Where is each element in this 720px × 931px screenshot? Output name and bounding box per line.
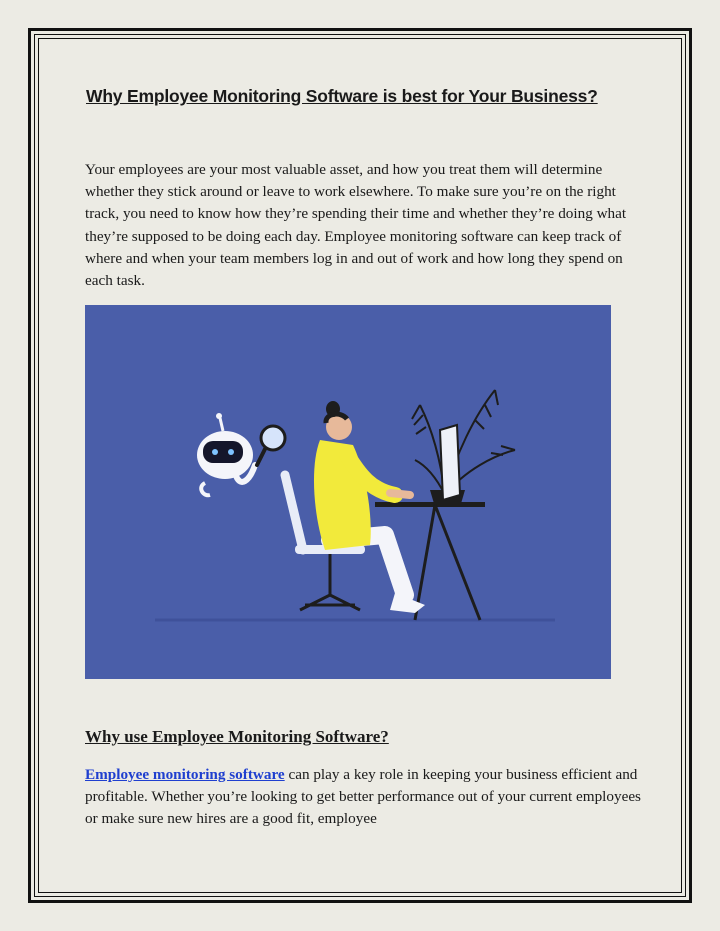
plant-icon — [412, 390, 515, 507]
magnifying-glass-icon — [257, 426, 285, 465]
robot-icon — [197, 413, 255, 495]
section-paragraph-text: can play a key role in keeping your business efficient and profitable. Whether you’re looking to get better performance out of your current employees or make sure new hires are a good fit, employee — [85, 766, 641, 828]
section-paragraph — [85, 764, 645, 831]
illustration-svg — [85, 305, 611, 679]
page-title: Why Employee Monitoring Software is best for Your Business? — [86, 86, 598, 106]
hero-illustration — [85, 305, 611, 679]
employee-monitoring-software-link[interactable]: Employee monitoring software — [85, 766, 285, 783]
section-heading: Why use Employee Monitoring Software? — [85, 727, 389, 746]
intro-paragraph: Your employees are your most valuable asset, and how you treat them will determine whether they stick around or leave to work elsewhere. To make sure you’re on the right track, you need to know how they’re spending their time and whether they’re doing what they’re supposed to be doing each day. Employee monitoring software can keep track of where and when your team members log in and out of work and how long they spend on each task. — [85, 161, 627, 290]
